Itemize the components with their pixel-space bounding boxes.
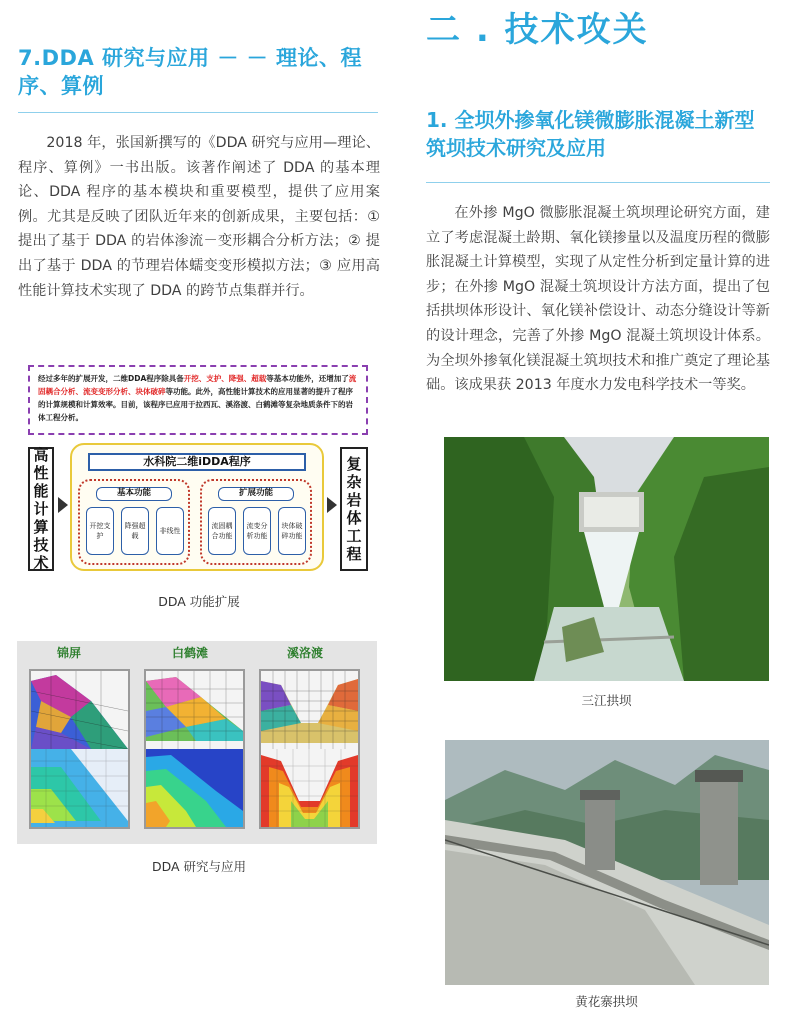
diagram-description — [28, 365, 368, 435]
huanghuazhai-dam-photo — [445, 740, 769, 985]
left-column — [18, 44, 380, 303]
right-column — [426, 10, 770, 398]
figure2-caption: DDA 研究与应用 — [151, 859, 247, 874]
xiluodu-panel — [259, 669, 360, 829]
function-item: 开挖支护 — [86, 507, 114, 555]
sanjiang-dam-photo — [444, 437, 769, 681]
idda-program-box — [70, 443, 324, 571]
basic-functions-group — [78, 479, 190, 565]
baihetan-simulation-image — [146, 671, 243, 827]
function-item: 降强超载 — [121, 507, 149, 555]
sub-title: 1. 全坝外掺氧化镁微膨胀混凝土新型筑坝技术研究及应用 — [426, 108, 755, 160]
basic-functions-title: 基本功能 — [96, 487, 172, 501]
subsection-paragraph: 在外掺 MgO 微膨胀混凝土筑坝理论研究方面，建立了考虑混凝土龄期、氧化镁掺量以及温度历程的微膨胀混凝土计算模型，实现了从定性分析到定量计算的进步；在外掺 MgO 混凝土筑坝设计方法方面，提出了包括拱坝体形设计、氧化镁补偿设计、动态分缝设计等新的设计理念，完善了外掺 MgO 混凝土筑坝设计体系。为全坝外掺氧化镁混凝土筑坝技术和推广奠定了理论基础。该成果获 2013 年度水力发电科学技术一等奖。 — [426, 205, 770, 394]
panel-label-baihetan: 白鹤滩 — [172, 646, 209, 660]
dam-photo-image-2 — [445, 740, 769, 985]
dda-research-figure — [17, 641, 377, 844]
function-item: 块体破碎功能 — [278, 507, 306, 555]
main-title: 二 . 技术攻关 — [426, 10, 649, 50]
arrow-right-icon — [58, 497, 68, 513]
extended-functions-title: 扩展功能 — [218, 487, 294, 501]
section-divider — [18, 112, 378, 113]
function-item: 流固耦合功能 — [208, 507, 236, 555]
panel-label-xiluodu: 溪洛渡 — [287, 646, 324, 660]
complex-rock-box: 复杂岩体工程 — [340, 447, 368, 571]
diagram-text-highlight-1: 开挖、支护、降强、超载 — [183, 374, 267, 383]
section-paragraph: 2018 年，张国新撰写的《DDA 研究与应用—理论、程序、算例》一书出版。该著作阐述了 DDA 的基本理论、DDA 程序的基本模块和重要模型，提供了应用案例。尤其是反映了团队近年来的创新成果，主要包括：①提出了基于 DDA 的岩体渗流－变形耦合分析方法；② 提出了基于 DDA 的节理岩体蠕变变形模拟方法；③ 应用高性能计算技术实现了 DDA 的跨节点集群并行。 — [18, 135, 380, 299]
section-title: 7.DDA 研究与应用 － － 理论、程序、算例 — [18, 46, 362, 98]
diagram-text-1: 经过多年的扩展开发，二维DDA程序除具备 — [38, 374, 184, 383]
idda-banner: 水科院二维iDDA程序 — [88, 453, 306, 471]
jinping-panel — [29, 669, 130, 829]
figure1-caption: DDA 功能扩展 — [158, 594, 240, 609]
baihetan-panel — [144, 669, 245, 829]
hpc-box: 高性能计算技术 — [28, 447, 54, 571]
photo1-caption: 三江拱坝 — [581, 693, 632, 708]
extended-functions-group — [200, 479, 312, 565]
dda-function-diagram — [28, 365, 374, 573]
xiluodu-simulation-image — [261, 671, 358, 827]
jinping-simulation-image — [31, 671, 128, 827]
arrow-right-icon — [327, 497, 337, 513]
diagram-text-3: 等功能。此外，高性能计算技术的应用显著的提升了程序的计算规模和计算效率。目前，该程序已应用于拉西瓦、溪洛渡、白鹤滩等复杂地质条件下的岩体工程分析。 — [38, 387, 353, 422]
diagram-text-highlight-2: 流固耦合分析、流变变形分析、块体破碎 — [38, 374, 357, 396]
photo2-caption: 黄花寨拱坝 — [575, 994, 638, 1009]
function-item: 非线性 — [156, 507, 184, 555]
panel-label-jinping: 锦屏 — [57, 646, 82, 660]
dam-photo-image — [444, 437, 769, 681]
diagram-text-2: 等基本功能外，还增加了 — [266, 374, 349, 383]
subsection-divider — [426, 182, 770, 183]
function-item: 流变分析功能 — [243, 507, 271, 555]
